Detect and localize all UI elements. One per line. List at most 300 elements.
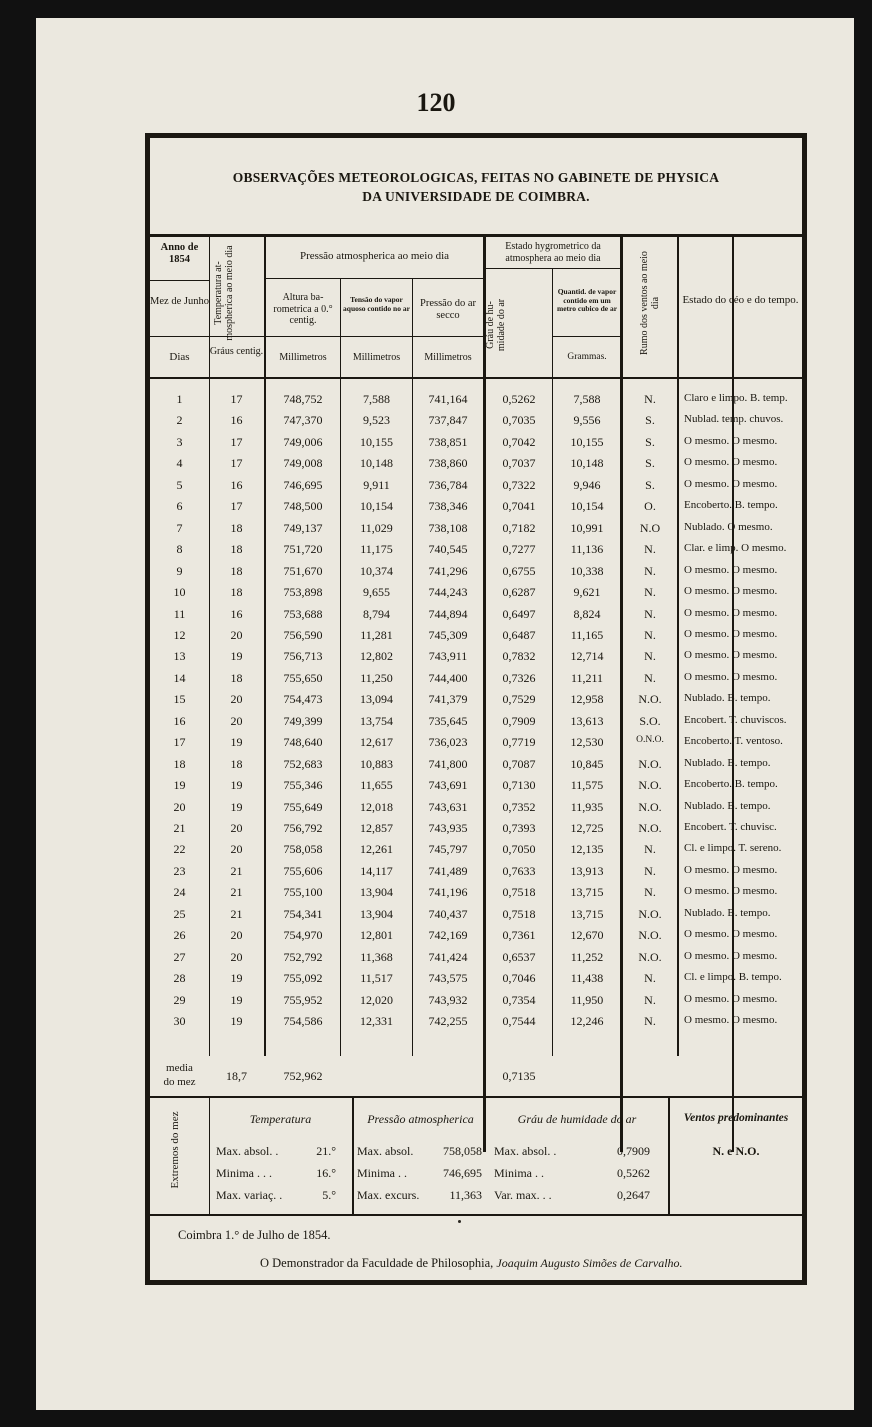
row-6-day: 6 — [176, 499, 183, 513]
row-19-estado: Encoberto. B. tempo. — [684, 778, 778, 790]
row-9-estado: O mesmo. O mesmo. — [684, 564, 778, 576]
row-24-quantid: 13,715 — [570, 885, 604, 899]
row-11-rumo: N. — [644, 607, 656, 621]
row-11-quantid: 8,824 — [573, 607, 601, 621]
row-19-temp: 19 — [230, 778, 243, 792]
extremos-temp-label-1: Max. absol. . — [216, 1144, 279, 1158]
row-4-rumo: S. — [645, 456, 655, 470]
extremos-bottom-rule — [150, 1214, 802, 1216]
row-14-altura: 755,650 — [283, 671, 323, 685]
row-13-temp: 19 — [230, 649, 243, 663]
row-4-temp: 17 — [230, 456, 243, 470]
extremos-temp-title: Temperatura — [249, 1112, 312, 1126]
row-27-rumo: N.O. — [638, 950, 662, 964]
row-29-altura: 755,952 — [283, 993, 323, 1007]
row-14-estado: O mesmo. O mesmo. — [684, 671, 778, 683]
row-6-temp: 17 — [230, 499, 243, 513]
row-22-tensao: 12,261 — [360, 842, 393, 856]
row-21-temp: 20 — [230, 821, 243, 835]
row-18-quantid: 10,845 — [570, 757, 604, 771]
row-24-estado: O mesmo. O mesmo. — [684, 885, 778, 897]
row-3-quantid: 10,155 — [570, 435, 604, 449]
row-2-altura: 747,370 — [283, 413, 323, 427]
row-4-estado: O mesmo. O mesmo. — [684, 456, 778, 468]
row-5-rumo: S. — [645, 478, 655, 492]
footer-place-date: Coimbra 1.° de Julho de 1854. — [178, 1228, 331, 1242]
header-top-rule — [150, 234, 802, 237]
row-11-estado: O mesmo. O mesmo. — [684, 607, 778, 619]
row-28-altura: 755,092 — [283, 971, 323, 985]
row-16-tensao: 13,754 — [360, 714, 393, 728]
row-28-quantid: 11,438 — [570, 971, 604, 985]
extremos-top-rule — [150, 1096, 802, 1098]
header-pressao-ar: Pressão do ar secco — [420, 298, 476, 322]
header-grammas: Grammas. — [567, 352, 607, 362]
row-11-pressao-ar: 744,894 — [428, 607, 468, 621]
row-23-altura: 755,606 — [283, 864, 323, 878]
row-12-temp: 20 — [230, 628, 243, 642]
row-8-quantid: 11,136 — [570, 542, 604, 556]
row-17-humidade: 0,7719 — [502, 735, 536, 749]
row-1-temp: 17 — [230, 392, 243, 406]
row-23-rumo: N. — [644, 864, 656, 878]
header-quantid: Quantid. de vapor contido em um metro cubico de ar — [556, 287, 618, 314]
row-7-altura: 749,137 — [283, 521, 323, 535]
row-13-estado: O mesmo. O mesmo. — [684, 649, 778, 661]
row-1-estado: Claro e limpo. B. temp. — [684, 392, 788, 404]
row-28-day: 28 — [173, 971, 186, 985]
row-30-estado: O mesmo. O mesmo. — [684, 1014, 778, 1026]
row-5-quantid: 9,946 — [573, 478, 601, 492]
row-5-estado: O mesmo. O mesmo. — [684, 478, 778, 490]
row-21-day: 21 — [173, 821, 186, 835]
row-22-pressao-ar: 745,797 — [428, 842, 468, 856]
row-19-quantid: 11,575 — [570, 778, 604, 792]
row-29-estado: O mesmo. O mesmo. — [684, 993, 778, 1005]
extremos-humidade-label-2: Minima . . — [494, 1166, 544, 1180]
row-9-humidade: 0,6755 — [502, 564, 536, 578]
row-16-estado: Encobert. T. chuviscos. — [684, 714, 787, 726]
row-25-altura: 754,341 — [283, 907, 323, 921]
row-3-rumo: S. — [645, 435, 655, 449]
row-17-temp: 19 — [230, 735, 243, 749]
row-5-humidade: 0,7322 — [502, 478, 536, 492]
row-19-humidade: 0,7130 — [502, 778, 536, 792]
row-24-pressao-ar: 741,196 — [428, 885, 468, 899]
row-20-rumo: N.O. — [638, 800, 662, 814]
row-16-pressao-ar: 735,645 — [428, 714, 468, 728]
row-18-rumo: N.O. — [638, 757, 662, 771]
extremos-pressao-title: Pressão atmospherica — [367, 1112, 474, 1126]
row-30-tensao: 12,331 — [360, 1014, 393, 1028]
row-26-estado: O mesmo. O mesmo. — [684, 928, 778, 940]
row-2-tensao: 9,523 — [363, 413, 390, 427]
row-5-temp: 16 — [230, 478, 243, 492]
row-1-tensao: 7,588 — [363, 392, 390, 406]
row-26-day: 26 — [173, 928, 186, 942]
row-2-day: 2 — [176, 413, 183, 427]
row-30-altura: 754,586 — [283, 1014, 323, 1028]
row-12-day: 12 — [173, 628, 186, 642]
row-12-rumo: N. — [644, 628, 656, 642]
row-24-altura: 755,100 — [283, 885, 323, 899]
header-millimetros-1: Millimetros — [279, 352, 327, 363]
row-24-rumo: N. — [644, 885, 656, 899]
row-8-temp: 18 — [230, 542, 243, 556]
row-6-quantid: 10,154 — [570, 499, 604, 513]
extremos-pressao-value-1: 758,058 — [443, 1144, 482, 1158]
header-millimetros-2: Millimetros — [352, 352, 401, 363]
extremos-pressao-label-1: Max. absol. — [357, 1144, 414, 1158]
extremos-humidade-title: Gráu de humidade do ar — [517, 1112, 637, 1126]
row-8-pressao-ar: 740,545 — [428, 542, 468, 556]
row-6-pressao-ar: 738,346 — [428, 499, 468, 513]
row-27-estado: O mesmo. O mesmo. — [684, 950, 778, 962]
row-16-day: 16 — [173, 714, 186, 728]
row-7-tensao: 11,029 — [360, 521, 393, 535]
row-14-day: 14 — [173, 671, 186, 685]
row-26-tensao: 12,801 — [360, 928, 393, 942]
row-8-estado: Clar. e limp. O mesmo. — [684, 542, 787, 554]
extremos-temp-value-1: 21.° — [316, 1144, 336, 1158]
row-20-day: 20 — [173, 800, 186, 814]
row-26-pressao-ar: 742,169 — [428, 928, 468, 942]
row-20-pressao-ar: 743,631 — [428, 800, 468, 814]
row-19-pressao-ar: 743,691 — [428, 778, 468, 792]
row-28-rumo: N. — [644, 971, 656, 985]
row-15-pressao-ar: 741,379 — [428, 692, 468, 706]
row-20-quantid: 11,935 — [570, 800, 604, 814]
row-9-rumo: N. — [644, 564, 656, 578]
row-6-humidade: 0,7041 — [502, 499, 536, 513]
row-13-humidade: 0,7832 — [502, 649, 536, 663]
row-24-temp: 21 — [230, 885, 243, 899]
row-13-altura: 756,713 — [283, 649, 323, 663]
row-24-tensao: 13,904 — [360, 885, 393, 899]
header-pressao: Pressão atmospherica ao meio dia — [299, 250, 450, 262]
header-rumo: Rumo dos ventos ao meio dia — [639, 251, 661, 355]
row-21-estado: Encobert. T. chuvisc. — [684, 821, 777, 833]
header-millimetros-3: Millimetros — [424, 352, 472, 363]
row-27-humidade: 0,6537 — [502, 950, 536, 964]
row-1-pressao-ar: 741,164 — [428, 392, 468, 406]
row-21-quantid: 12,725 — [570, 821, 604, 835]
row-14-temp: 18 — [230, 671, 243, 685]
extremos-ventos-title: Ventos predominantes — [683, 1112, 789, 1124]
row-17-day: 17 — [173, 735, 186, 749]
row-1-day: 1 — [176, 392, 183, 406]
extremos-humidade-value-2: 0,5262 — [617, 1166, 650, 1180]
row-12-estado: O mesmo. O mesmo. — [684, 628, 778, 640]
footer-signature-prefix: O Demonstrador da Faculdade de Philosophia, — [260, 1256, 494, 1270]
row-20-altura: 755,649 — [283, 800, 323, 814]
row-20-humidade: 0,7352 — [502, 800, 536, 814]
row-20-temp: 19 — [230, 800, 243, 814]
row-29-tensao: 12,020 — [360, 993, 393, 1007]
row-20-tensao: 12,018 — [360, 800, 393, 814]
row-17-estado: Encoberto. T. ventoso. — [684, 735, 783, 747]
row-29-rumo: N. — [644, 993, 656, 1007]
footer-signature-name: Joaquim Augusto Simões de Carvalho. — [496, 1256, 683, 1270]
row-17-tensao: 12,617 — [360, 735, 393, 749]
row-26-quantid: 12,670 — [570, 928, 604, 942]
row-5-day: 5 — [176, 478, 183, 492]
row-5-pressao-ar: 736,784 — [428, 478, 468, 492]
row-23-tensao: 14,117 — [360, 864, 393, 878]
row-21-altura: 756,792 — [283, 821, 323, 835]
row-20-estado: Nublado. B. tempo. — [684, 800, 771, 812]
row-13-rumo: N. — [644, 649, 656, 663]
row-13-day: 13 — [173, 649, 186, 663]
row-25-pressao-ar: 740,437 — [428, 907, 468, 921]
row-27-day: 27 — [173, 950, 186, 964]
row-17-altura: 748,640 — [283, 735, 323, 749]
row-8-rumo: N. — [644, 542, 656, 556]
row-9-temp: 18 — [230, 564, 243, 578]
header-anno: Anno de 1854 — [160, 242, 199, 266]
row-1-quantid: 7,588 — [573, 392, 601, 406]
row-3-estado: O mesmo. O mesmo. — [684, 435, 778, 447]
row-26-altura: 754,970 — [283, 928, 323, 942]
media-label-1: media — [166, 1062, 193, 1074]
row-17-quantid: 12,530 — [570, 735, 604, 749]
row-18-pressao-ar: 741,800 — [428, 757, 468, 771]
row-29-pressao-ar: 743,932 — [428, 993, 468, 1007]
row-14-rumo: N. — [644, 671, 656, 685]
row-25-estado: Nublado. B. tempo. — [684, 907, 771, 919]
extremos-humidade-value-3: 0,2647 — [617, 1188, 650, 1202]
row-2-rumo: S. — [645, 413, 655, 427]
row-11-day: 11 — [173, 607, 186, 621]
media-temp: 18,7 — [226, 1069, 247, 1083]
row-7-humidade: 0,7182 — [502, 521, 536, 535]
row-18-tensao: 10,883 — [360, 757, 393, 771]
header-grau-humidade: Gráu de hu-midade do ar — [485, 298, 507, 352]
header-dias: Dias — [169, 351, 190, 363]
row-12-humidade: 0,6487 — [502, 628, 536, 642]
row-19-altura: 755,346 — [283, 778, 323, 792]
row-7-rumo: N.O — [639, 521, 661, 535]
row-28-estado: Cl. e limpo. B. tempo. — [684, 971, 782, 983]
header-estado-hygro: Estado hygrometrico da atmosphera ao meio dia — [505, 241, 601, 264]
row-21-rumo: N.O. — [638, 821, 662, 835]
header-mez: Mez de Junho — [150, 296, 209, 307]
row-25-rumo: N.O. — [638, 907, 662, 921]
row-3-altura: 749,006 — [283, 435, 323, 449]
row-13-tensao: 12,802 — [360, 649, 393, 663]
row-15-quantid: 12,958 — [570, 692, 604, 706]
row-12-tensao: 11,281 — [360, 628, 393, 642]
row-9-day: 9 — [176, 564, 183, 578]
media-altura: 752,962 — [283, 1069, 323, 1083]
row-3-pressao-ar: 738,851 — [428, 435, 468, 449]
extremos-humidade-label-3: Var. max. . . — [494, 1188, 552, 1202]
row-19-rumo: N.O. — [638, 778, 662, 792]
row-15-altura: 754,473 — [283, 692, 323, 706]
row-16-altura: 749,399 — [283, 714, 323, 728]
row-18-altura: 752,683 — [283, 757, 323, 771]
row-22-altura: 758,058 — [283, 842, 323, 856]
row-7-temp: 18 — [230, 521, 243, 535]
row-15-temp: 20 — [230, 692, 243, 706]
row-25-quantid: 13,715 — [570, 907, 604, 921]
row-6-estado: Encoberto. B. tempo. — [684, 499, 778, 511]
row-28-pressao-ar: 743,575 — [428, 971, 468, 985]
row-21-humidade: 0,7393 — [502, 821, 536, 835]
row-7-day: 7 — [176, 521, 183, 535]
row-16-humidade: 0,7909 — [502, 714, 536, 728]
row-6-tensao: 10,154 — [360, 499, 393, 513]
extremos-pressao-label-2: Minima . . — [357, 1166, 407, 1180]
extremos-pressao-value-3: 11,363 — [449, 1188, 482, 1202]
extremos-label: Extremos do mez — [169, 1111, 181, 1189]
extremos-temp-value-3: 5.° — [322, 1188, 336, 1202]
row-8-tensao: 11,175 — [360, 542, 393, 556]
row-30-humidade: 0,7544 — [502, 1014, 536, 1028]
row-2-pressao-ar: 737,847 — [428, 413, 468, 427]
row-4-tensao: 10,148 — [360, 456, 393, 470]
row-21-pressao-ar: 743,935 — [428, 821, 468, 835]
row-8-altura: 751,720 — [283, 542, 323, 556]
extremos-temp-value-2: 16.° — [316, 1166, 336, 1180]
row-11-humidade: 0,6497 — [502, 607, 536, 621]
row-3-humidade: 0,7042 — [502, 435, 536, 449]
row-10-temp: 18 — [230, 585, 243, 599]
row-22-quantid: 12,135 — [570, 842, 604, 856]
row-15-tensao: 13,094 — [360, 692, 393, 706]
row-17-rumo: O.N.O. — [636, 735, 664, 745]
row-25-day: 25 — [173, 907, 186, 921]
row-10-humidade: 0,6287 — [502, 585, 536, 599]
row-10-pressao-ar: 744,243 — [428, 585, 468, 599]
row-3-day: 3 — [176, 435, 183, 449]
row-22-day: 22 — [173, 842, 186, 856]
row-4-humidade: 0,7037 — [502, 456, 536, 470]
row-25-tensao: 13,904 — [360, 907, 393, 921]
row-25-temp: 21 — [230, 907, 243, 921]
header-temperatura: Temperatura at-mospherica ao meio dia — [213, 245, 235, 341]
row-29-day: 29 — [173, 993, 186, 1007]
row-27-quantid: 11,252 — [570, 950, 604, 964]
row-15-estado: Nublado. B. tempo. — [684, 692, 771, 704]
row-18-estado: Nublado. B. tempo. — [684, 757, 771, 769]
extremos-humidade-label-1: Max. absol. . — [494, 1144, 557, 1158]
row-14-tensao: 11,250 — [360, 671, 393, 685]
row-16-quantid: 13,613 — [570, 714, 604, 728]
row-7-pressao-ar: 738,108 — [428, 521, 468, 535]
media-label-2: do mez — [163, 1076, 196, 1088]
row-30-quantid: 12,246 — [570, 1014, 604, 1028]
row-8-humidade: 0,7277 — [502, 542, 536, 556]
row-10-quantid: 9,621 — [573, 585, 601, 599]
row-14-pressao-ar: 744,400 — [428, 671, 468, 685]
row-7-quantid: 10,991 — [570, 521, 604, 535]
row-22-rumo: N. — [644, 842, 656, 856]
row-9-quantid: 10,338 — [570, 564, 604, 578]
row-4-altura: 749,008 — [283, 456, 323, 470]
row-26-humidade: 0,7361 — [502, 928, 536, 942]
row-26-temp: 20 — [230, 928, 243, 942]
row-11-tensao: 8,794 — [363, 607, 390, 621]
row-12-quantid: 11,165 — [570, 628, 604, 642]
row-28-tensao: 11,517 — [360, 971, 393, 985]
row-19-tensao: 11,655 — [360, 778, 393, 792]
row-23-humidade: 0,7633 — [502, 864, 536, 878]
row-12-pressao-ar: 745,309 — [428, 628, 468, 642]
media-humidade: 0,7135 — [502, 1069, 536, 1083]
row-15-day: 15 — [173, 692, 186, 706]
extremos-ventos-value: N. e N.O. — [712, 1144, 760, 1158]
row-2-temp: 16 — [230, 413, 243, 427]
row-29-temp: 19 — [230, 993, 243, 1007]
extremos-pressao-value-2: 746,695 — [443, 1166, 482, 1180]
title-line-2: DA UNIVERSIDADE DE COIMBRA. — [362, 189, 590, 204]
row-4-pressao-ar: 738,860 — [428, 456, 468, 470]
row-13-quantid: 12,714 — [570, 649, 604, 663]
row-22-estado: Cl. e limpo. T. sereno. — [684, 842, 782, 854]
row-30-rumo: N. — [644, 1014, 656, 1028]
extremos-pressao-label-3: Max. excurs. — [357, 1188, 420, 1202]
row-15-rumo: N.O. — [638, 692, 662, 706]
header-bottom-rule — [150, 377, 802, 379]
row-9-pressao-ar: 741,296 — [428, 564, 468, 578]
row-22-humidade: 0,7050 — [502, 842, 536, 856]
row-24-day: 24 — [173, 885, 186, 899]
row-18-temp: 18 — [230, 757, 243, 771]
extremos-humidade-value-1: 0,7909 — [617, 1144, 650, 1158]
row-23-pressao-ar: 741,489 — [428, 864, 468, 878]
row-18-day: 18 — [173, 757, 186, 771]
row-27-tensao: 11,368 — [360, 950, 393, 964]
ink-dot — [458, 1220, 461, 1223]
extremos-temp-label-3: Max. variaç. . — [216, 1188, 283, 1202]
row-29-humidade: 0,7354 — [502, 993, 536, 1007]
row-18-humidade: 0,7087 — [502, 757, 536, 771]
row-9-tensao: 10,374 — [360, 564, 393, 578]
table-frame — [145, 133, 807, 1285]
row-23-temp: 21 — [230, 864, 243, 878]
row-19-day: 19 — [173, 778, 186, 792]
header-graus-centig: Gráus centig. — [209, 346, 264, 357]
row-13-pressao-ar: 743,911 — [428, 649, 468, 663]
row-1-humidade: 0,5262 — [502, 392, 536, 406]
row-1-rumo: N. — [644, 392, 656, 406]
row-23-quantid: 13,913 — [570, 864, 604, 878]
row-14-humidade: 0,7326 — [502, 671, 536, 685]
row-1-altura: 748,752 — [283, 392, 323, 406]
extremos-temp-label-2: Minima . . . — [216, 1166, 272, 1180]
row-12-altura: 756,590 — [283, 628, 323, 642]
row-10-altura: 753,898 — [283, 585, 323, 599]
row-11-temp: 16 — [230, 607, 243, 621]
page-number: 120 — [416, 88, 456, 117]
row-3-temp: 17 — [230, 435, 243, 449]
row-10-rumo: N. — [644, 585, 656, 599]
row-2-humidade: 0,7035 — [502, 413, 536, 427]
row-16-rumo: S.O. — [639, 714, 661, 728]
row-3-tensao: 10,155 — [360, 435, 393, 449]
row-30-day: 30 — [173, 1014, 186, 1028]
footer-signature — [260, 1256, 683, 1271]
row-6-altura: 748,500 — [283, 499, 323, 513]
row-28-temp: 19 — [230, 971, 243, 985]
row-30-temp: 19 — [230, 1014, 243, 1028]
header-estado-ceo: Estado do céo e do tempo. — [682, 294, 799, 306]
row-21-tensao: 12,857 — [360, 821, 393, 835]
header-tensao: Tensão do vapor aquoso contido no ar — [343, 295, 410, 313]
row-2-quantid: 9,556 — [573, 413, 601, 427]
row-27-pressao-ar: 741,424 — [428, 950, 468, 964]
